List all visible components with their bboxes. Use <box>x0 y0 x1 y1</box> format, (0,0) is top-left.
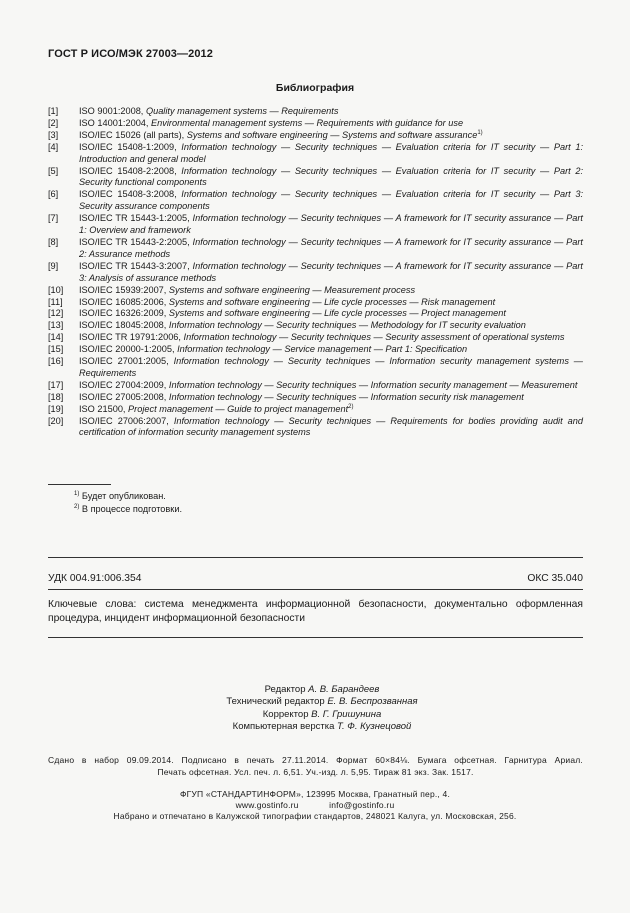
footnote-ref: 2) <box>348 403 354 410</box>
bibliography-entry <box>48 118 583 130</box>
entry-text <box>79 380 583 392</box>
bibliography-entry <box>48 130 583 142</box>
entry-code: ISO/IEC 27006:2007, <box>79 415 169 426</box>
divider-bottom <box>48 637 583 638</box>
footnotes <box>74 490 182 515</box>
entry-code: ISO/IEC 15026 (all parts), <box>79 129 185 140</box>
bibliography-entry <box>48 416 583 440</box>
bibliography-entry <box>48 344 583 356</box>
bibliography-entry <box>48 237 583 261</box>
print-info-line-1: Сдано в набор 09.09.2014. Подписано в печать 27.11.2014. Формат 60×84⅛. Бумага офсетная. Гарнитура Ариал. <box>48 755 583 765</box>
editor-line: Редактор А. В. Барандеев <box>264 684 380 695</box>
entry-code: ISO/IEC 15939:2007, <box>79 284 167 295</box>
bibliography-entry <box>48 166 583 190</box>
bibliography-entry <box>48 308 583 320</box>
entry-text <box>79 392 583 404</box>
entry-title: Information technology — Security techniques — Information security risk management <box>168 391 524 402</box>
oks-code: ОКС 35.040 <box>527 573 583 584</box>
entry-number: [19] <box>48 403 64 414</box>
bibliography-entry <box>48 261 583 285</box>
entry-text <box>79 332 583 344</box>
entry-code: ISO/IEC 18045:2008, <box>79 320 167 331</box>
entry-number: [3] <box>48 129 59 140</box>
entry-number: [4] <box>48 141 59 152</box>
entry-text <box>79 130 583 142</box>
entry-code: ISO/IEC TR 15443-2:2005, <box>79 236 190 247</box>
entry-code: ISO/IEC 16085:2006, <box>79 296 167 307</box>
entry-code: ISO/IEC 15408-2:2008, <box>79 165 177 176</box>
entry-number: [14] <box>48 332 64 343</box>
entry-title: Information technology — Security techniques — Security assessment of operational systems <box>183 332 565 343</box>
entry-text <box>79 285 583 297</box>
entry-title: Information technology — Service management — Part 1: Specification <box>177 344 468 355</box>
entry-title: Information technology — Security techniques — Evaluation criteria for IT security — Part 3: Security assurance components <box>79 189 584 212</box>
divider-middle <box>48 589 583 590</box>
bibliography-entry <box>48 380 583 392</box>
publisher-email[interactable]: info@gostinfo.ru <box>329 800 395 811</box>
entry-code: ISO/IEC 27001:2005, <box>79 356 169 367</box>
entry-title: Quality management systems — Requirements <box>145 106 339 116</box>
entry-title: Systems and software engineering — Systems and software assurance <box>186 129 478 140</box>
entry-number: [1] <box>48 106 59 116</box>
entry-number: [8] <box>48 236 59 247</box>
bibliography-entry <box>48 106 583 118</box>
technical-editor-line: Технический редактор Е. В. Беспрозванная <box>226 696 418 708</box>
corrector-line: Корректор В. Г. Гришунина <box>262 708 382 720</box>
bibliography-entry <box>48 320 583 332</box>
bibliography-entry <box>48 404 583 416</box>
entry-number: [7] <box>48 213 59 224</box>
bibliography-entry <box>48 332 583 344</box>
entry-title: Information technology — Security techniques — Requirements for bodies providing audit and certification of information security management systems <box>79 415 583 438</box>
bibliography-title: Библиография <box>275 82 355 94</box>
entry-number: [13] <box>48 320 64 331</box>
entry-number: [20] <box>48 415 64 426</box>
entry-title: Information technology — Security techniques — Information security management — Measurement <box>168 379 578 390</box>
divider-top <box>48 557 583 558</box>
entry-title: Systems and software engineering — Life cycle processes — Risk management <box>168 296 496 307</box>
footnote-2: $^{2)}$ В процессе подготовки. <box>74 503 182 514</box>
publisher-website[interactable]: www.gostinfo.ru <box>235 800 299 811</box>
footnote-divider <box>48 484 111 485</box>
entry-text <box>79 344 583 356</box>
bibliography-entry <box>48 213 583 237</box>
entry-code: ISO/IEC 27005:2008, <box>79 391 167 402</box>
entry-code: ISO/IEC TR 15443-3:2007, <box>79 260 190 271</box>
entry-title: Systems and software engineering — Life cycle processes — Project management <box>168 308 506 319</box>
layout-line: Компьютерная верстка Т. Ф. Кузнецовой <box>232 720 412 732</box>
entry-number: [10] <box>48 284 64 295</box>
entry-code: ISO 14001:2004, <box>79 117 149 128</box>
entry-text <box>79 308 583 320</box>
publisher-contacts <box>0 800 630 811</box>
printing-house: Набрано и отпечатано в Калужской типографии стандартов, 248021 Калуга, ул. Московская, 256. <box>113 811 517 822</box>
entry-number: [18] <box>48 391 64 402</box>
entry-number: [16] <box>48 356 64 367</box>
publisher-address: ФГУП «СТАНДАРТИНФОРМ», 123995 Москва, Гранатный пер., 4. <box>179 789 451 799</box>
editors-block <box>0 684 630 733</box>
entry-text <box>79 106 583 118</box>
entry-text <box>79 320 583 332</box>
udk-code: УДК 004.91:006.354 <box>48 573 142 584</box>
entry-number: [5] <box>48 165 59 176</box>
publisher-info <box>0 789 630 823</box>
entry-number: [15] <box>48 344 64 355</box>
bibliography-entry <box>48 392 583 404</box>
entry-text <box>79 356 583 380</box>
entry-code: ISO 9001:2008, <box>79 106 144 116</box>
entry-title: Information technology — Security techniques — Evaluation criteria for IT security — Part 2: Security functional components <box>79 165 584 188</box>
entry-title: Information technology — Security techniques — Evaluation criteria for IT security — Part 1: Introduction and general model <box>79 141 584 164</box>
bibliography-list <box>48 106 583 439</box>
entry-code: ISO 21500, <box>79 403 126 414</box>
bibliography-entry <box>48 356 583 380</box>
bibliography-entry <box>48 142 583 166</box>
footnote-1: $^{1)}$ Будет опубликован. <box>74 490 166 501</box>
entry-number: [11] <box>48 296 63 307</box>
entry-title: Information technology — Security techniques — A framework for IT security assurance — Part 2: Assurance methods <box>79 236 583 259</box>
entry-text <box>79 237 583 261</box>
entry-number: [9] <box>48 260 59 271</box>
entry-code: ISO/IEC 16326:2009, <box>79 308 167 319</box>
standard-header: ГОСТ Р ИСО/МЭК 27003—2012 <box>48 48 213 60</box>
print-info <box>48 755 583 779</box>
bibliography-entry <box>48 189 583 213</box>
entry-text <box>79 189 583 213</box>
entry-number: [12] <box>48 308 64 319</box>
entry-code: ISO/IEC TR 15443-1:2005, <box>79 213 190 224</box>
entry-code: ISO/IEC 15408-3:2008, <box>79 189 177 200</box>
entry-text <box>79 142 583 166</box>
entry-number: [6] <box>48 189 59 200</box>
entry-title: Systems and software engineering — Measurement process <box>168 284 416 295</box>
entry-title: Information technology — Security techniques — Information security management systems — Requirements <box>79 356 583 378</box>
entry-code: ISO/IEC TR 19791:2006, <box>79 332 181 343</box>
classification-row <box>48 573 583 584</box>
entry-text <box>79 213 583 237</box>
entry-text <box>79 166 583 190</box>
bibliography-entry <box>48 285 583 297</box>
entry-text <box>79 261 583 285</box>
entry-code: ISO/IEC 15408-1:2009, <box>79 141 177 152</box>
entry-title: Information technology — Security techniques — Methodology for IT security evaluation <box>168 320 526 331</box>
entry-title: Information technology — Security techniques — A framework for IT security assurance — Part 1: Overview and framework <box>79 213 583 236</box>
entry-text <box>79 416 583 440</box>
entry-title: Information technology — Security techniques — A framework for IT security assurance — Part 3: Analysis of assurance methods <box>79 260 583 283</box>
entry-number: [2] <box>48 117 59 128</box>
entry-code: ISO/IEC 20000-1:2005, <box>79 344 175 355</box>
entry-title: Project management — Guide to project management <box>128 403 349 414</box>
footnote-ref: 1) <box>477 129 483 136</box>
keywords: Ключевые слова: система менеджмента информационной безопасности, документально оформленная процедура, инцидент информационной безопасности <box>48 599 583 624</box>
entry-number: [17] <box>48 379 64 390</box>
bibliography-entry <box>48 297 583 309</box>
entry-text <box>79 297 583 309</box>
print-info-line-2: Печать офсетная. Усл. печ. л. 6,51. Уч.-изд. л. 5,95. Тираж 81 экз. Зак. 1517. <box>157 766 474 777</box>
entry-text <box>79 404 583 416</box>
entry-code: ISO/IEC 27004:2009, <box>79 379 167 390</box>
entry-title: Environmental management systems — Requirements with guidance for use <box>151 117 464 128</box>
entry-text <box>79 118 583 130</box>
